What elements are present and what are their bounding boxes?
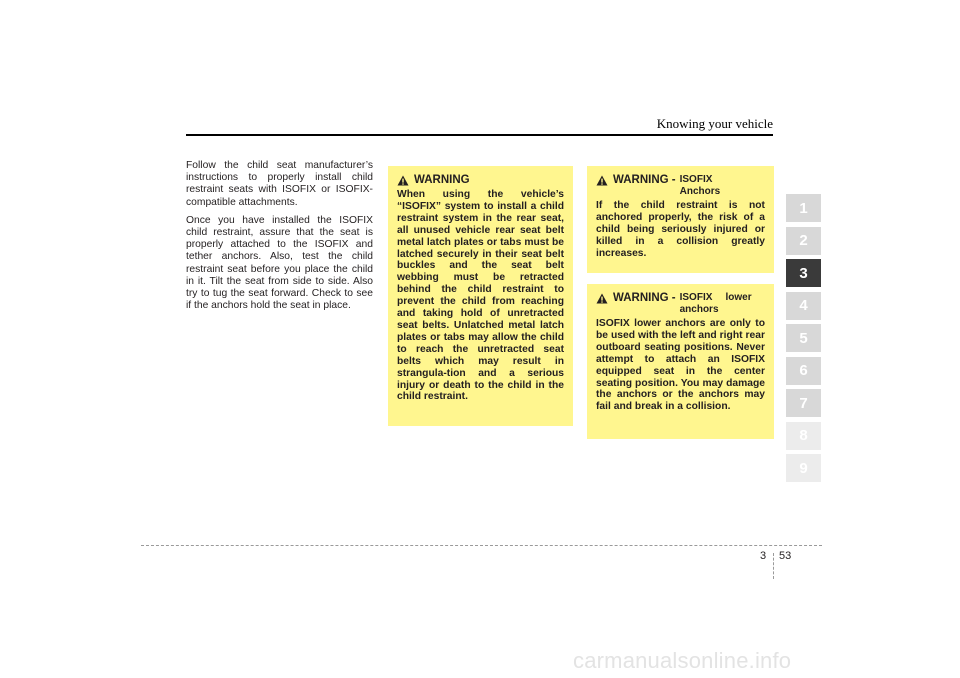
chapter-tab-8[interactable]: 8 [786,422,821,450]
warning-box-isofix-lower-anchors [587,284,774,439]
chapter-tab-2[interactable]: 2 [786,227,821,255]
warning-box-latch-plates [388,166,573,426]
body-paragraph: Follow the child seat manufacturer’s instructions to properly install child restraint seats with ISOFIX or ISOFIX-compatible attachments. [186,160,373,208]
warning-text: When using the vehicle’s “ISOFIX” system to install a child restraint system in the rear seat, all unused vehicle rear seat belt metal latch plates or tabs must be latched securely in their seat belt buckles and the seat belt webbing must be retracted behind the child restraint to prevent the child from reaching and taking hold of unretracted seat belts. Unlatched metal latch plates or tabs may allow the child to reach the unretracted seat belts which may result in strangula-tion and a serious injury or death to the child in the child restraint. [397,189,564,403]
chapter-tab-3[interactable]: 3 [786,259,821,287]
warning-label: WARNING - [613,292,676,304]
footer-page-number: 53 [779,550,792,562]
warning-subtitle: ISOFIX lower anchors [679,292,752,315]
warning-triangle-icon [596,175,608,186]
body-text-column [186,160,373,318]
chapter-tab-4[interactable]: 4 [786,292,821,320]
chapter-tab-9[interactable]: 9 [786,454,821,482]
warning-label: WARNING - [613,174,676,186]
chapter-tab-5[interactable]: 5 [786,324,821,352]
watermark: carmanualsonline.info [573,648,792,673]
chapter-tabs [786,194,821,487]
footer-chapter-number: 3 [760,550,767,562]
body-paragraph: Once you have installed the ISOFIX child restraint, assure that the seat is properly attached to the ISOFIX and tether anchors. Also, test the child restraint seat before you place the child in it. Tilt the seat from side to side. Also try to tug the seat forward. Check to see if the anchors hold the seat in place. [186,214,373,312]
header-rule [186,134,773,136]
warning-triangle-icon [397,175,409,186]
warning-triangle-icon [596,293,608,304]
footer-divider [773,553,774,579]
chapter-tab-7[interactable]: 7 [786,389,821,417]
header-title: Knowing your vehicle [656,116,773,131]
warning-heading [596,174,765,198]
warning-heading [596,292,765,316]
warning-label: WARNING [414,174,470,186]
warning-text: If the child restraint is not anchored properly, the risk of a child being seriously injured or killed in a collision greatly increases. [596,200,765,259]
warning-heading [397,174,564,187]
chapter-tab-6[interactable]: 6 [786,357,821,385]
warning-box-isofix-anchors [587,166,774,273]
warning-text: ISOFIX lower anchors are only to be used with the left and right rear outboard seating positions. Never attempt to attach an ISOFIX equipped seat in the center seating position. You may damage the anchors or the anchors may fail and break in a collision. [596,318,765,413]
warning-subtitle: ISOFIX Anchors [679,174,721,197]
footer-rule [141,545,822,546]
chapter-tab-1[interactable]: 1 [786,194,821,222]
